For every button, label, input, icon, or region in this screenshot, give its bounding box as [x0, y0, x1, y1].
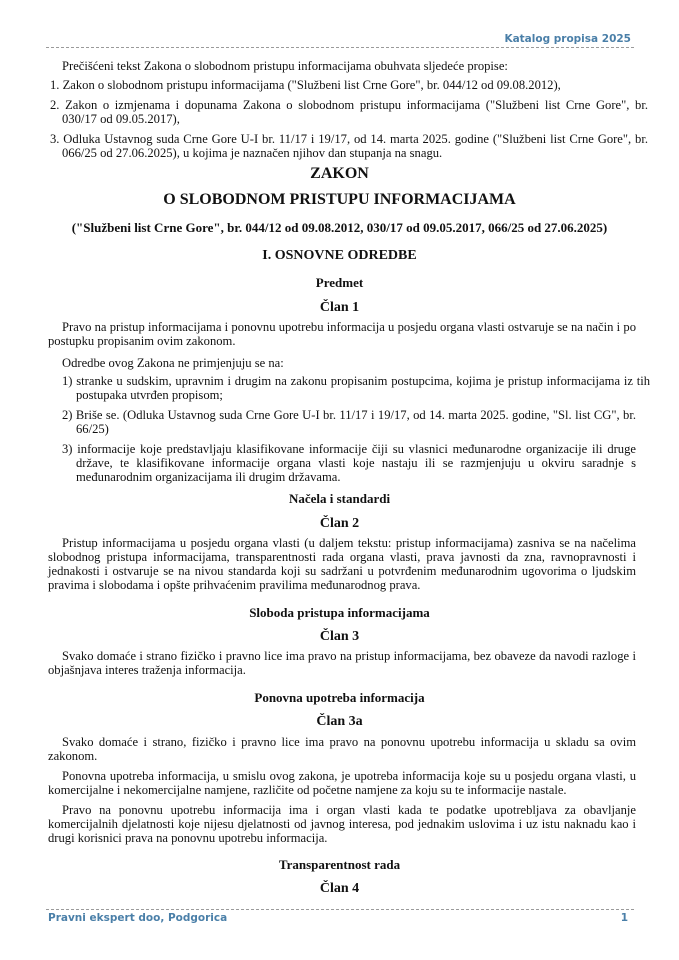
list-item: 3) informacije koje predstavljaju klasifikovane informacije čiji su vlasnici međunarodne organizacije ili druge države, te klasifikovane informacije organa vlasti koje nastaju ili se razmjenjuju u okviru saradnje s međunarodnim organizacijama ili drugim državama. — [62, 442, 636, 484]
header-divider — [46, 47, 634, 48]
law-subtitle: O SLOBODNOM PRISTUPU INFORMACIJAMA — [163, 191, 516, 208]
footer-publisher: Pravni ekspert doo, Podgorica — [48, 912, 228, 924]
footer-divider — [46, 909, 634, 910]
page-number: 1 — [620, 912, 628, 924]
paragraph: Svako domaće i strano fizičko i pravno lice ima pravo na pristup informacijama, bez obaveze da navodi razloge i objašnjava interes traženja informacija. — [48, 649, 636, 677]
article-heading: Član 2 — [319, 516, 360, 531]
section-heading: Ponovna upotreba informacija — [254, 690, 425, 705]
section-heading: Sloboda pristupa informacijama — [249, 605, 430, 620]
paragraph: Odredbe ovog Zakona ne primjenjuju se na: — [62, 356, 284, 370]
section-heading: Načela i standardi — [288, 491, 391, 506]
article-heading: Član 4 — [319, 881, 360, 896]
intro-item: 3. Odluka Ustavnog suda Crne Gore U-I br. 11/17 i 19/17, od 14. marta 2025. godine ("Službeni list Crne Gore", br. 066/25 od 27.06.2025), u kojima je naznačen njihov dan stupanja na snagu. — [50, 132, 648, 160]
article-heading: Član 3 — [319, 629, 360, 644]
intro-item: 2. Zakon o izmjenama i dopunama Zakona o slobodnom pristupu informacijama ("Službeni list Crne Gore", br. 030/17 od 09.05.2017), — [50, 98, 648, 126]
article-heading: Član 3a — [316, 714, 363, 729]
law-gazette: ("Službeni list Crne Gore", br. 044/12 od 09.08.2012, 030/17 od 09.05.2017, 066/25 od 27.06.2025) — [71, 220, 608, 235]
law-title: ZAKON — [310, 165, 369, 182]
intro-lead: Prečišćeni tekst Zakona o slobodnom pristupu informacijama obuhvata sljedeće propise: — [62, 59, 508, 73]
paragraph: Pravo na pristup informacijama i ponovnu upotrebu informacija u posjedu organa vlasti ostvaruje se na način i po postupku propisanim ovim zakonom. — [48, 320, 636, 348]
header-title: Katalog propisa 2025 — [504, 33, 631, 45]
list-item: 2) Briše se. (Odluka Ustavnog suda Crne Gore U-I br. 11/17 i 19/17, od 14. marta 2025. godine, "Sl. list CG", br. 66/25) — [62, 408, 636, 436]
paragraph: Pristup informacijama u posjedu organa vlasti (u daljem tekstu: pristup informacijama) zasniva se na načelima slobodnog pristupa informacijama, transparentnosti rada organa vlasti, prava javnosti da zna, ravnopravnosti i jednakosti i ostvaruje se na nivou standarda koji su sadržani u potvrđenim međunarodnim ugovorima o ljudskim pravima i slobodama i opšte prihvaćenim pravilima međunarodnog prava. — [48, 536, 636, 592]
intro-item: 1. Zakon o slobodnom pristupu informacijama ("Službeni list Crne Gore", br. 044/12 od 09.08.2012), — [50, 78, 561, 92]
paragraph: Ponovna upotreba informacija, u smislu ovog zakona, je upotreba informacija koje su u posjedu organa vlasti, u komercijalne i nekomercijalne namjene, različite od početne namjene za koju su te informacije nastale. — [48, 769, 636, 797]
section-heading: Transparentnost rada — [278, 857, 401, 872]
paragraph: Svako domaće i strano, fizičko i pravno lice ima pravo na ponovnu upotrebu informacija u skladu sa ovim zakonom. — [48, 735, 636, 763]
article-heading: Član 1 — [319, 300, 360, 315]
list-item: 1) stranke u sudskim, upravnim i drugim na zakonu propisanim postupcima, kojima je pristup informacijama iz tih postupaka utvrđen propisom; — [62, 374, 650, 402]
section-heading: Predmet — [315, 275, 364, 290]
chapter-heading: I. OSNOVNE ODREDBE — [262, 248, 417, 263]
paragraph: Pravo na ponovnu upotrebu informacija ima i organ vlasti kada te podatke upotrebljava za obavljanje komercijalnih djelatnosti koje nijesu djelatnosti od javnog interesa, pod jednakim uslovima i uz istu naknadu kao i drugi korisnici prava na ponovnu upotrebu informacija. — [48, 803, 636, 845]
